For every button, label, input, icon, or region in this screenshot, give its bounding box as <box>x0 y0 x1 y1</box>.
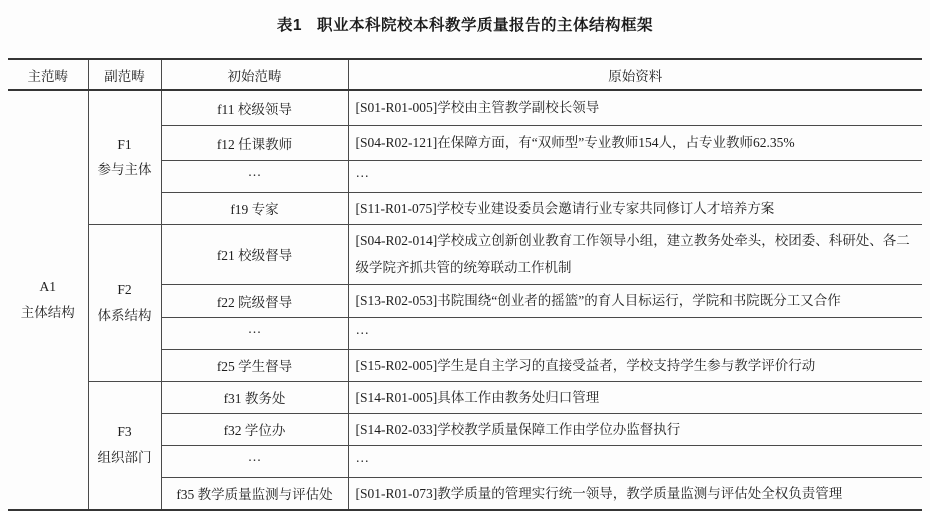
initial-category-cell: f21 校级督导 <box>161 224 348 284</box>
source-material-cell: [S14-R01-005]具体工作由教务处归口管理 <box>348 381 922 413</box>
source-material-cell: [S01-R01-073]教学质量的管理实行统一领导，教学质量监测与评估处全权负责管理 <box>348 477 922 510</box>
initial-category-cell: f25 学生督导 <box>161 349 348 381</box>
sub-category-cell-f3 <box>88 381 161 510</box>
col-header-sub-category: 副范畴 <box>88 59 161 90</box>
sub-category-label: 体系结构 <box>97 307 152 323</box>
initial-category-cell: f32 学位办 <box>161 413 348 445</box>
main-category-cell <box>8 90 88 510</box>
initial-category-cell: ··· <box>161 445 348 477</box>
source-material-cell: [S11-R01-075]学校专业建设委员会邀请行业专家共同修订人才培养方案 <box>348 192 922 224</box>
source-material-cell: ··· <box>348 317 922 349</box>
source-material-cell: [S15-R02-005]学生是自主学习的直接受益者，学校支持学生参与教学评价行动 <box>348 349 922 381</box>
sub-category-cell-f2 <box>88 224 161 381</box>
sub-category-code: F1 <box>117 136 132 152</box>
initial-category-cell: ··· <box>161 317 348 349</box>
initial-category-cell: f31 教务处 <box>161 381 348 413</box>
sub-category-code: F2 <box>117 281 132 297</box>
source-material-cell: [S04-R02-121]在保障方面，有“双师型”专业教师154人，占专业教师62.35% <box>348 125 922 160</box>
source-material-cell: [S14-R02-033]学校教学质量保障工作由学位办监督执行 <box>348 413 922 445</box>
source-material-cell: [S13-R02-053]书院围绕“创业者的摇篮”的育人目标运行，学院和书院既分工又合作 <box>348 284 922 317</box>
table-title-text: 职业本科院校本科教学质量报告的主体结构框架 <box>317 17 654 34</box>
initial-category-cell: ··· <box>161 160 348 192</box>
table-title-number: 表1 <box>276 17 303 34</box>
initial-category-cell: f35 教学质量监测与评估处 <box>161 477 348 510</box>
source-material-cell: ··· <box>348 160 922 192</box>
structure-framework-table <box>8 58 922 511</box>
initial-category-cell: f19 专家 <box>161 192 348 224</box>
sub-category-cell-f1 <box>88 90 161 224</box>
initial-category-cell: f12 任课教师 <box>161 125 348 160</box>
initial-category-cell: f11 校级领导 <box>161 90 348 125</box>
main-category-code: A1 <box>39 279 56 295</box>
sub-category-label: 参与主体 <box>97 162 152 178</box>
table-title <box>0 0 930 35</box>
header-row <box>8 59 922 90</box>
source-material-cell: ··· <box>348 445 922 477</box>
initial-category-cell: f22 院级督导 <box>161 284 348 317</box>
table-row <box>8 90 922 125</box>
table-row <box>8 224 922 284</box>
sub-category-label: 组织部门 <box>97 450 152 465</box>
main-category-label: 主体结构 <box>20 304 75 320</box>
col-header-main-category: 主范畴 <box>8 59 88 90</box>
source-material-cell: [S01-R01-005]学校由主管教学副校长领导 <box>348 90 922 125</box>
col-header-initial-category: 初始范畴 <box>161 59 348 90</box>
source-material-cell: [S04-R02-014]学校成立创新创业教育工作领导小组，建立教务处牵头，校团委、科研处、各二级学院齐抓共管的统筹联动工作机制 <box>348 224 922 284</box>
table-row <box>8 381 922 413</box>
col-header-source-material: 原始资料 <box>348 59 922 90</box>
sub-category-code: F3 <box>117 424 132 440</box>
